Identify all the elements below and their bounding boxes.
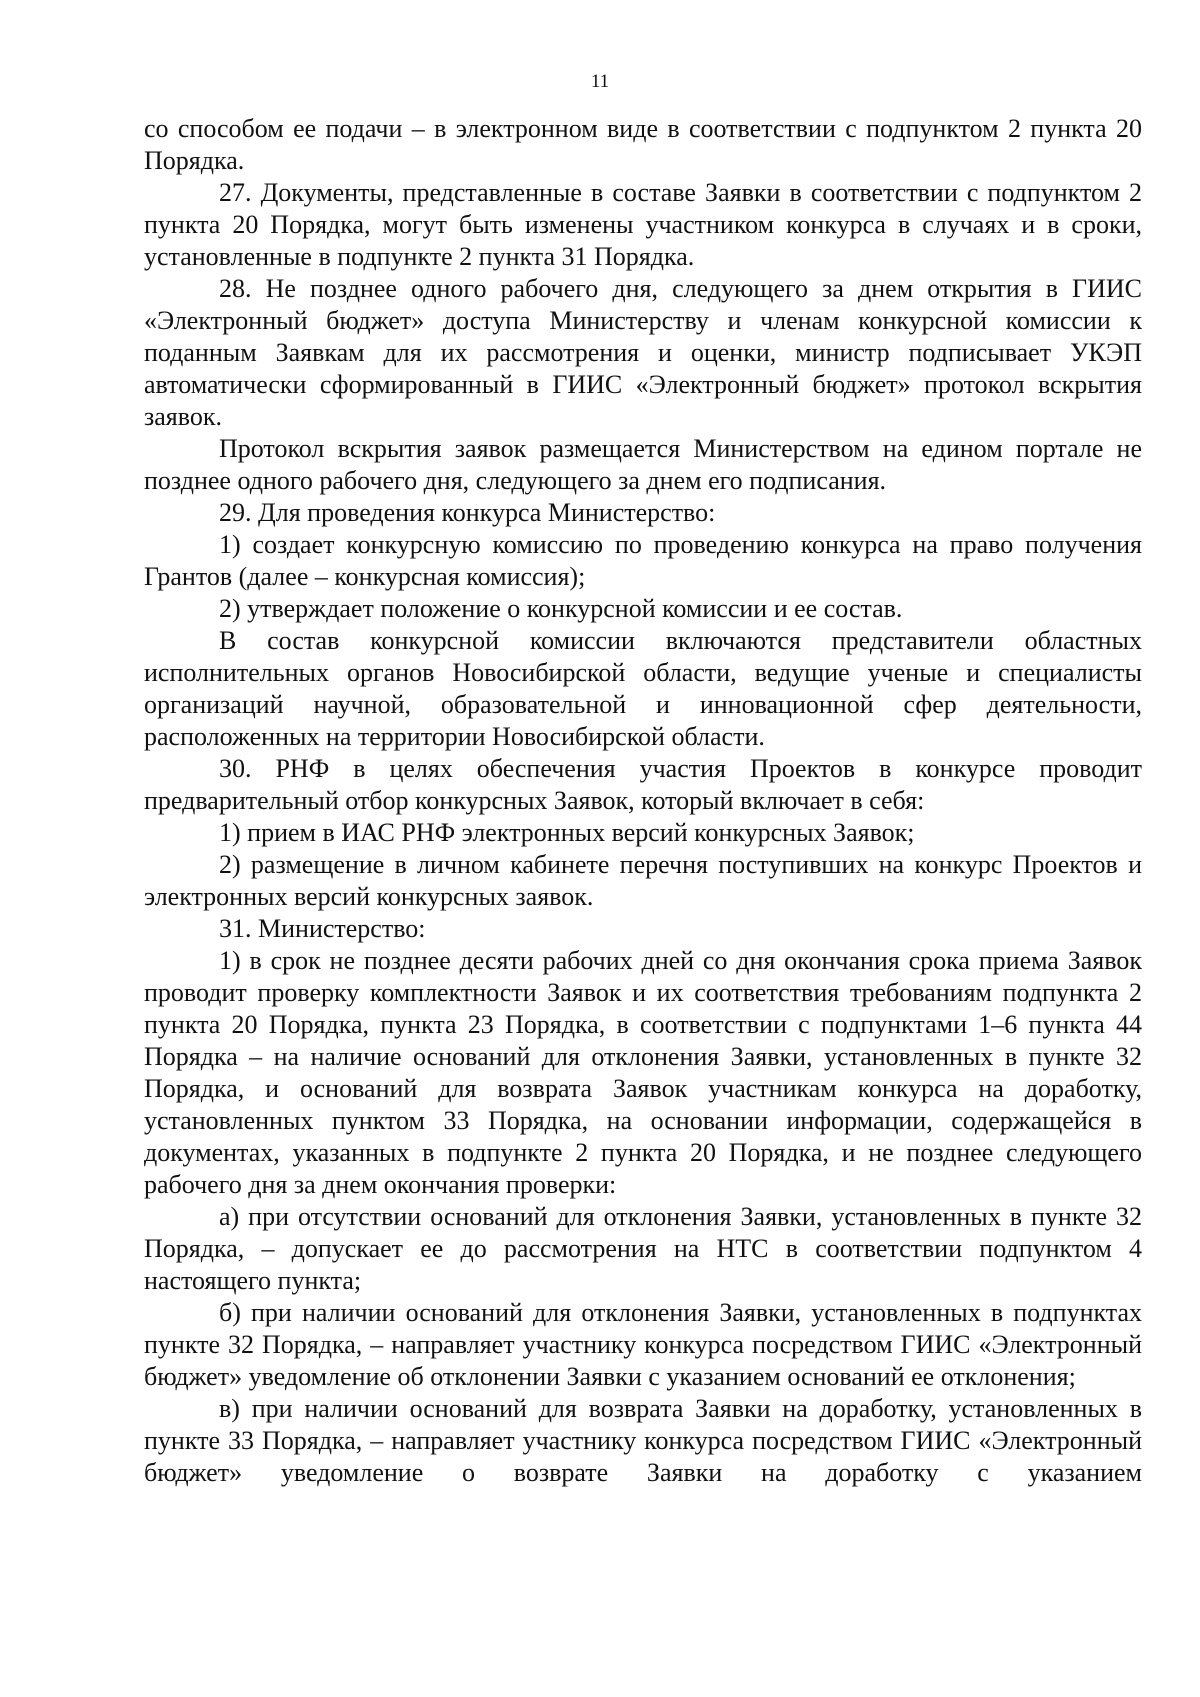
document-body (144, 113, 1142, 1489)
paragraph: В состав конкурсной комиссии включаются представители областных исполнительных органов Новосибирской области, ведущие ученые и специалисты организаций научной, образовательной и инновационной сфер деятельности, расположенных на территории Новосибирской области. (144, 626, 1142, 751)
paragraph: 27. Документы, представленные в составе Заявки в соответствии с подпунктом 2 пункта 20 Порядка, могут быть изменены участником конкурса в случаях и в сроки, установленные в подпункте 2 пункта 31 Порядка. (144, 178, 1142, 271)
paragraph: 1) прием в ИАС РНФ электронных версий конкурсных Заявок; (219, 818, 915, 847)
paragraph: 29. Для проведения конкурса Министерство: (219, 498, 716, 527)
paragraph: 2) утверждает положение о конкурсной комиссии и ее состав. (219, 594, 903, 623)
paragraph: б) при наличии оснований для отклонения Заявки, установленных в подпунктах пункте 32 Порядка, – направляет участнику конкурса посредством ГИИС «Электронный бюджет» уведомление об отклонении Заявки с указанием оснований ее отклонения; (144, 1298, 1142, 1391)
paragraph: со способом ее подачи – в электронном виде в соответствии с подпунктом 2 пункта 20 Порядка. (144, 114, 1142, 175)
paragraph: в) при наличии оснований для возврата Заявки на доработку, установленных в пункте 33 Порядка, – направляет участнику конкурса посредством ГИИС «Электронный бюджет» уведомление о возврате Заявки на доработку с указанием (144, 1394, 1142, 1487)
paragraph: Протокол вскрытия заявок размещается Министерством на едином портале не позднее одного рабочего дня, следующего за днем его подписания. (144, 434, 1142, 495)
page-number: 11 (590, 71, 610, 92)
paragraph: 1) создает конкурсную комиссию по проведению конкурса на право получения Грантов (далее – конкурсная комиссия); (144, 530, 1142, 591)
paragraph: 31. Министерство: (219, 914, 426, 943)
paragraph: 2) размещение в личном кабинете перечня поступивших на конкурс Проектов и электронных версий конкурсных заявок. (144, 850, 1142, 911)
paragraph: а) при отсутствии оснований для отклонения Заявки, установленных в пункте 32 Порядка, – допускает ее до рассмотрения на НТС в соответствии подпунктом 4 настоящего пункта; (144, 1202, 1142, 1295)
paragraph: 28. Не позднее одного рабочего дня, следующего за днем открытия в ГИИС «Электронный бюджет» доступа Министерству и членам конкурсной комиссии к поданным Заявкам для их рассмотрения и оценки, министр подписывает УКЭП автоматически сформированный в ГИИС «Электронный бюджет» протокол вскрытия заявок. (144, 274, 1142, 431)
paragraph: 1) в срок не позднее десяти рабочих дней со дня окончания срока приема Заявок проводит проверку комплектности Заявок и их соответствия требованиям подпункта 2 пункта 20 Порядка, пункта 23 Порядка, в соответствии с подпунктами 1–6 пункта 44 Порядка – на наличие оснований для отклонения Заявки, установленных в пункте 32 Порядка, и оснований для возврата Заявок участникам конкурса на доработку, установленных пунктом 33 Порядка, на основании информации, содержащейся в документах, указанных в подпункте 2 пункта 20 Порядка, и не позднее следующего рабочего дня за днем окончания проверки: (144, 946, 1142, 1199)
paragraph: 30. РНФ в целях обеспечения участия Проектов в конкурсе проводит предварительный отбор конкурсных Заявок, который включает в себя: (144, 754, 1142, 815)
